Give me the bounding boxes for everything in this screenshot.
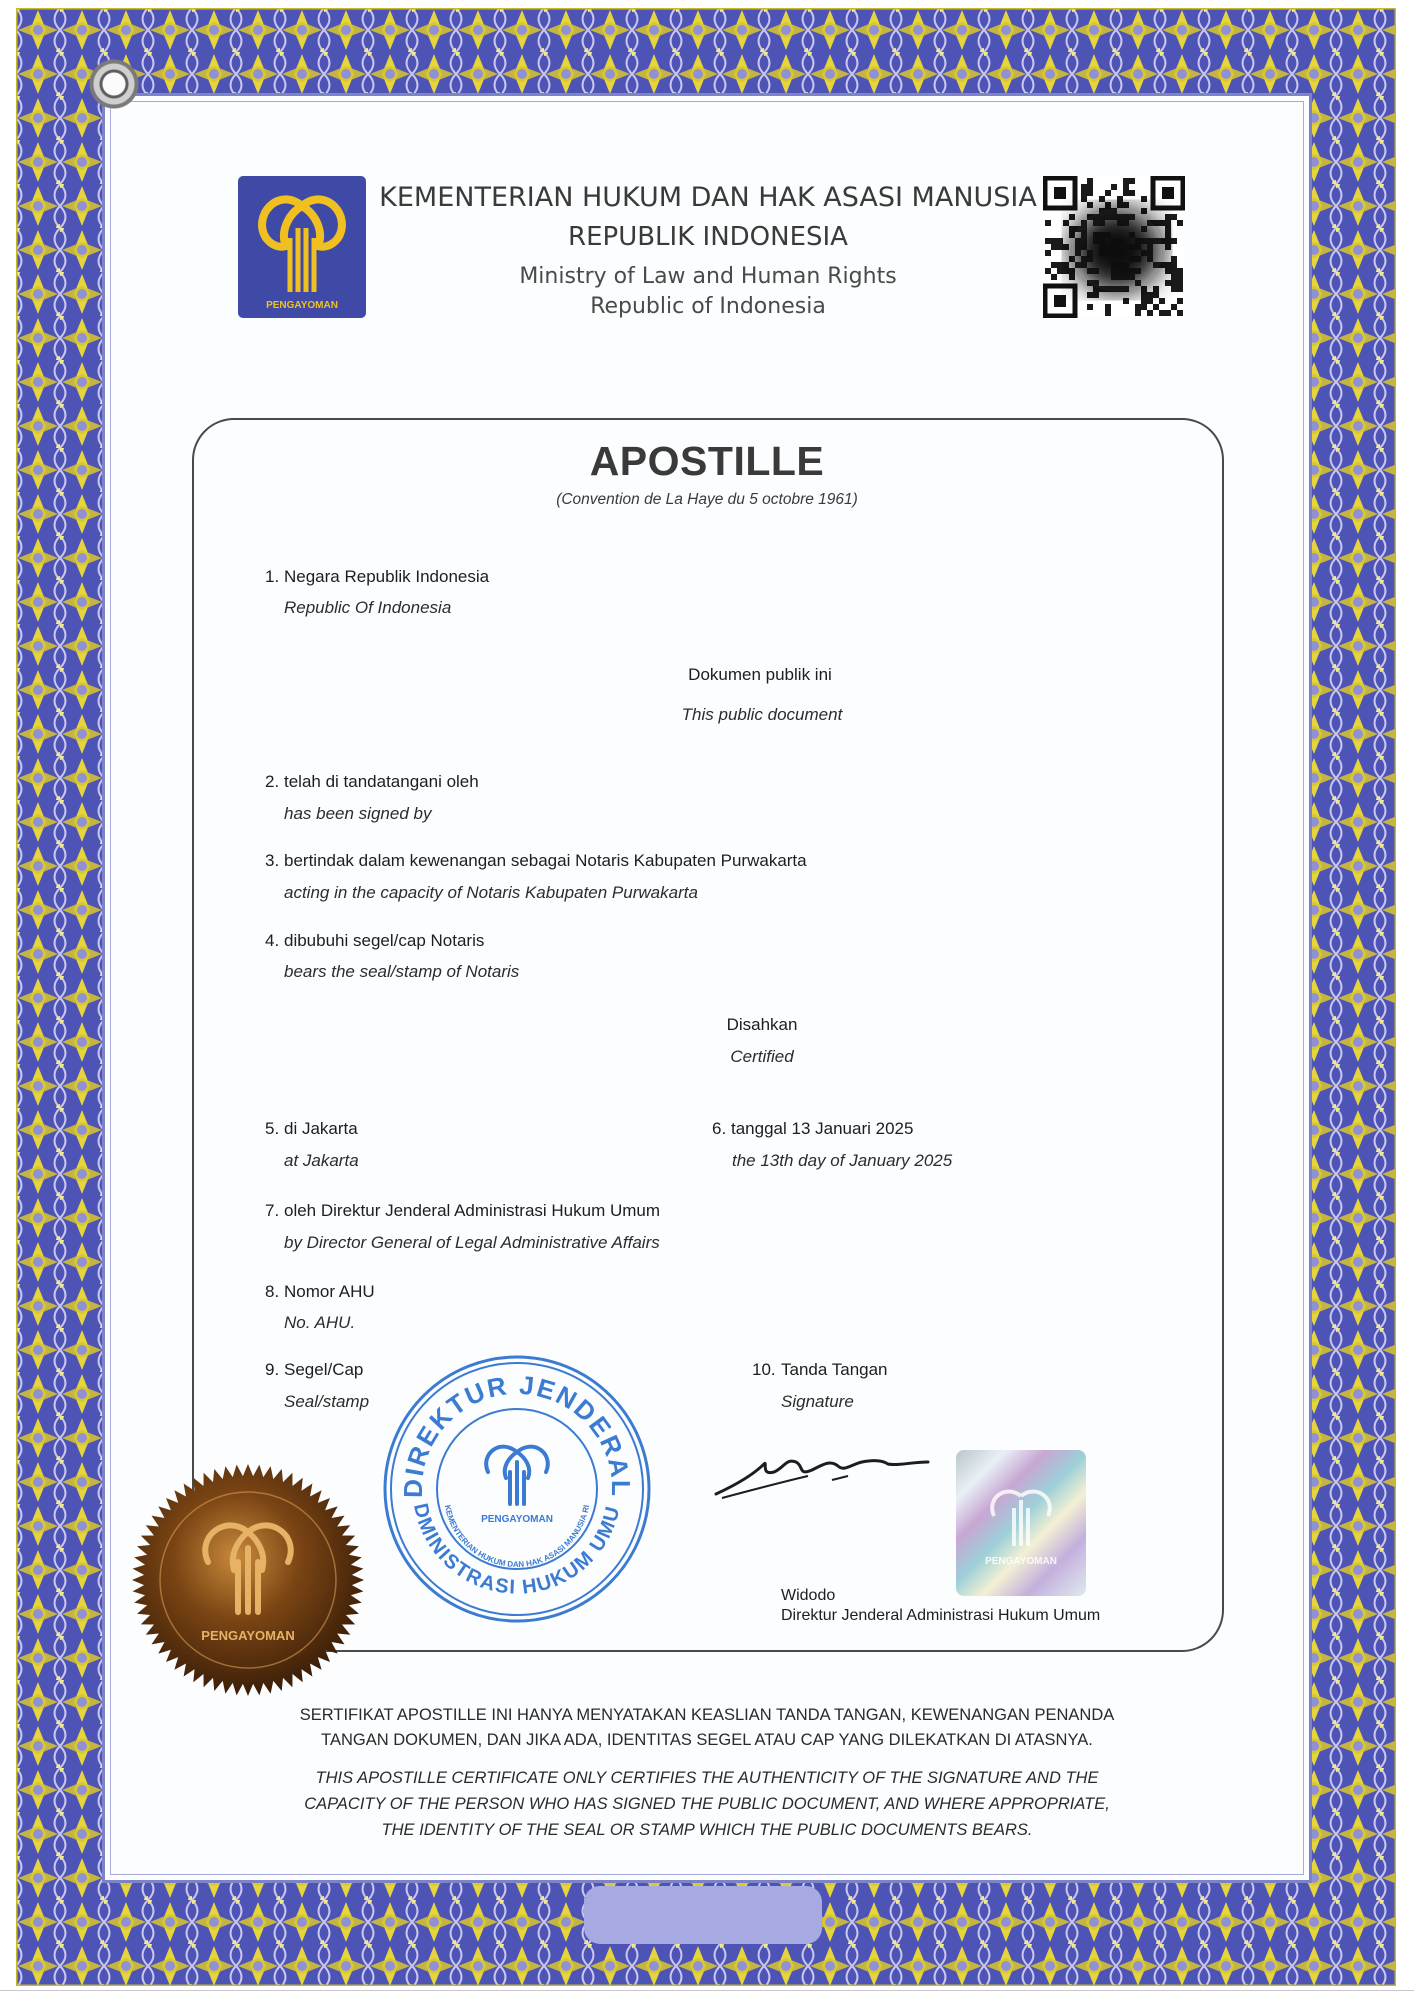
item-2-translation: has been signed by	[284, 804, 432, 823]
item-7-translation: by Director General of Legal Administrative Affairs	[284, 1233, 660, 1252]
grommet-hole	[88, 58, 140, 110]
item-1-number: 1.	[265, 567, 280, 586]
logo-caption: PENGAYOMAN	[266, 300, 338, 311]
item-8-number: 8.	[265, 1282, 280, 1301]
stamp-tree-icon	[486, 1447, 548, 1504]
gold-foil-seal	[130, 1462, 366, 1698]
hologram-tree-icon	[992, 1492, 1050, 1546]
country-name-id: REPUBLIK INDONESIA	[568, 222, 848, 252]
item-10-label: Tanda Tangan	[781, 1360, 888, 1379]
item-6-label: tanggal 13 Januari 2025	[731, 1119, 914, 1138]
item-3-number: 3.	[265, 851, 280, 870]
signer-name: Widodo	[781, 1587, 836, 1604]
hologram-caption: PENGAYOMAN	[985, 1556, 1057, 1567]
item-7-number: 7.	[265, 1201, 280, 1220]
country-name-en: Republic of Indonesia	[590, 294, 826, 319]
disclaimer-id-line-2: TANGAN DOKUMEN, DAN JIKA ADA, IDENTITAS SEGEL ATAU CAP YANG DILEKATKAN DI ATASNYA.	[321, 1731, 1093, 1749]
public-document-label: Dokumen publik ini	[688, 665, 832, 684]
disclaimer-id-line-1: SERTIFIKAT APOSTILLE INI HANYA MENYATAKAN KEASLIAN TANDA TANGAN, KEWENANGAN PENANDA	[299, 1706, 1115, 1724]
item-10-number: 10.	[752, 1360, 776, 1379]
handwritten-signature	[712, 1442, 932, 1508]
stamp-top-text: DIREKTUR JENDERAL	[397, 1369, 637, 1499]
security-tab	[584, 1886, 822, 1944]
item-5-translation: at Jakarta	[284, 1151, 359, 1170]
pengayoman-tree-icon	[238, 176, 366, 318]
item-4-number: 4.	[265, 931, 280, 950]
item-6-number: 6.	[712, 1119, 727, 1138]
signer-title: Direktur Jenderal Administrasi Hukum Umum	[781, 1607, 1101, 1624]
item-1-label: Negara Republik Indonesia	[284, 567, 490, 586]
stamp-caption: PENGAYOMAN	[481, 1514, 553, 1525]
item-8-label: Nomor AHU	[284, 1282, 375, 1301]
disclaimer-en-line-2: CAPACITY OF THE PERSON WHO HAS SIGNED THE PUBLIC DOCUMENT, AND WHERE APPROPRIATE,	[304, 1795, 1110, 1813]
director-general-stamp	[382, 1354, 652, 1624]
item-5-label: di Jakarta	[284, 1119, 358, 1138]
ministry-name-id: KEMENTERIAN HUKUM DAN HAK ASASI MANUSIA	[379, 182, 1037, 213]
item-8-translation: No. AHU.	[284, 1313, 356, 1332]
stamp-inner-text: KEMENTERIAN HUKUM DAN HAK ASASI MANUSIA RI	[442, 1504, 592, 1570]
item-9-number: 9.	[265, 1360, 280, 1379]
stamp-bottom-text: DMINISTRASI HUKUM UMU	[408, 1501, 625, 1599]
item-7-label: oleh Direktur Jenderal Administrasi Hukum Umum	[284, 1201, 661, 1220]
item-2-label: telah di tandatangani oleh	[284, 772, 479, 791]
item-1-translation: Republic Of Indonesia	[284, 598, 452, 617]
item-9-translation: Seal/stamp	[284, 1392, 370, 1411]
seal-caption: PENGAYOMAN	[201, 1628, 295, 1643]
item-10-translation: Signature	[781, 1392, 854, 1411]
item-3-translation: acting in the capacity of Notaris Kabupaten Purwakarta	[284, 883, 698, 902]
item-5-number: 5.	[265, 1119, 280, 1138]
convention-subtitle: (Convention de La Haye du 5 octobre 1961)	[556, 491, 858, 508]
document-title: APOSTILLE	[589, 438, 825, 484]
item-4-translation: bears the seal/stamp of Notaris	[284, 962, 520, 981]
item-2-number: 2.	[265, 772, 280, 791]
item-6-translation: the 13th day of January 2025	[732, 1151, 953, 1170]
page-edge	[0, 1990, 1414, 1991]
item-9-label: Segel/Cap	[284, 1360, 364, 1379]
disclaimer-en-line-3: THE IDENTITY OF THE SEAL OR STAMP WHICH THE PUBLIC DOCUMENTS BEARS.	[381, 1821, 1033, 1839]
item-3-label: bertindak dalam kewenangan sebagai Notaris Kabupaten Purwakarta	[284, 851, 807, 870]
ministry-logo	[238, 176, 366, 318]
disclaimer-en-line-1: THIS APOSTILLE CERTIFICATE ONLY CERTIFIES THE AUTHENTICITY OF THE SIGNATURE AND THE	[315, 1769, 1099, 1787]
item-4-label: dibubuhi segel/cap Notaris	[284, 931, 485, 950]
certified-label: Disahkan	[726, 1015, 798, 1034]
qr-code-icon[interactable]	[1043, 176, 1185, 318]
certified-translation: Certified	[730, 1047, 794, 1066]
ministry-name-en: Ministry of Law and Human Rights	[519, 264, 897, 289]
hologram-sticker	[956, 1450, 1086, 1596]
public-document-translation: This public document	[681, 705, 843, 724]
